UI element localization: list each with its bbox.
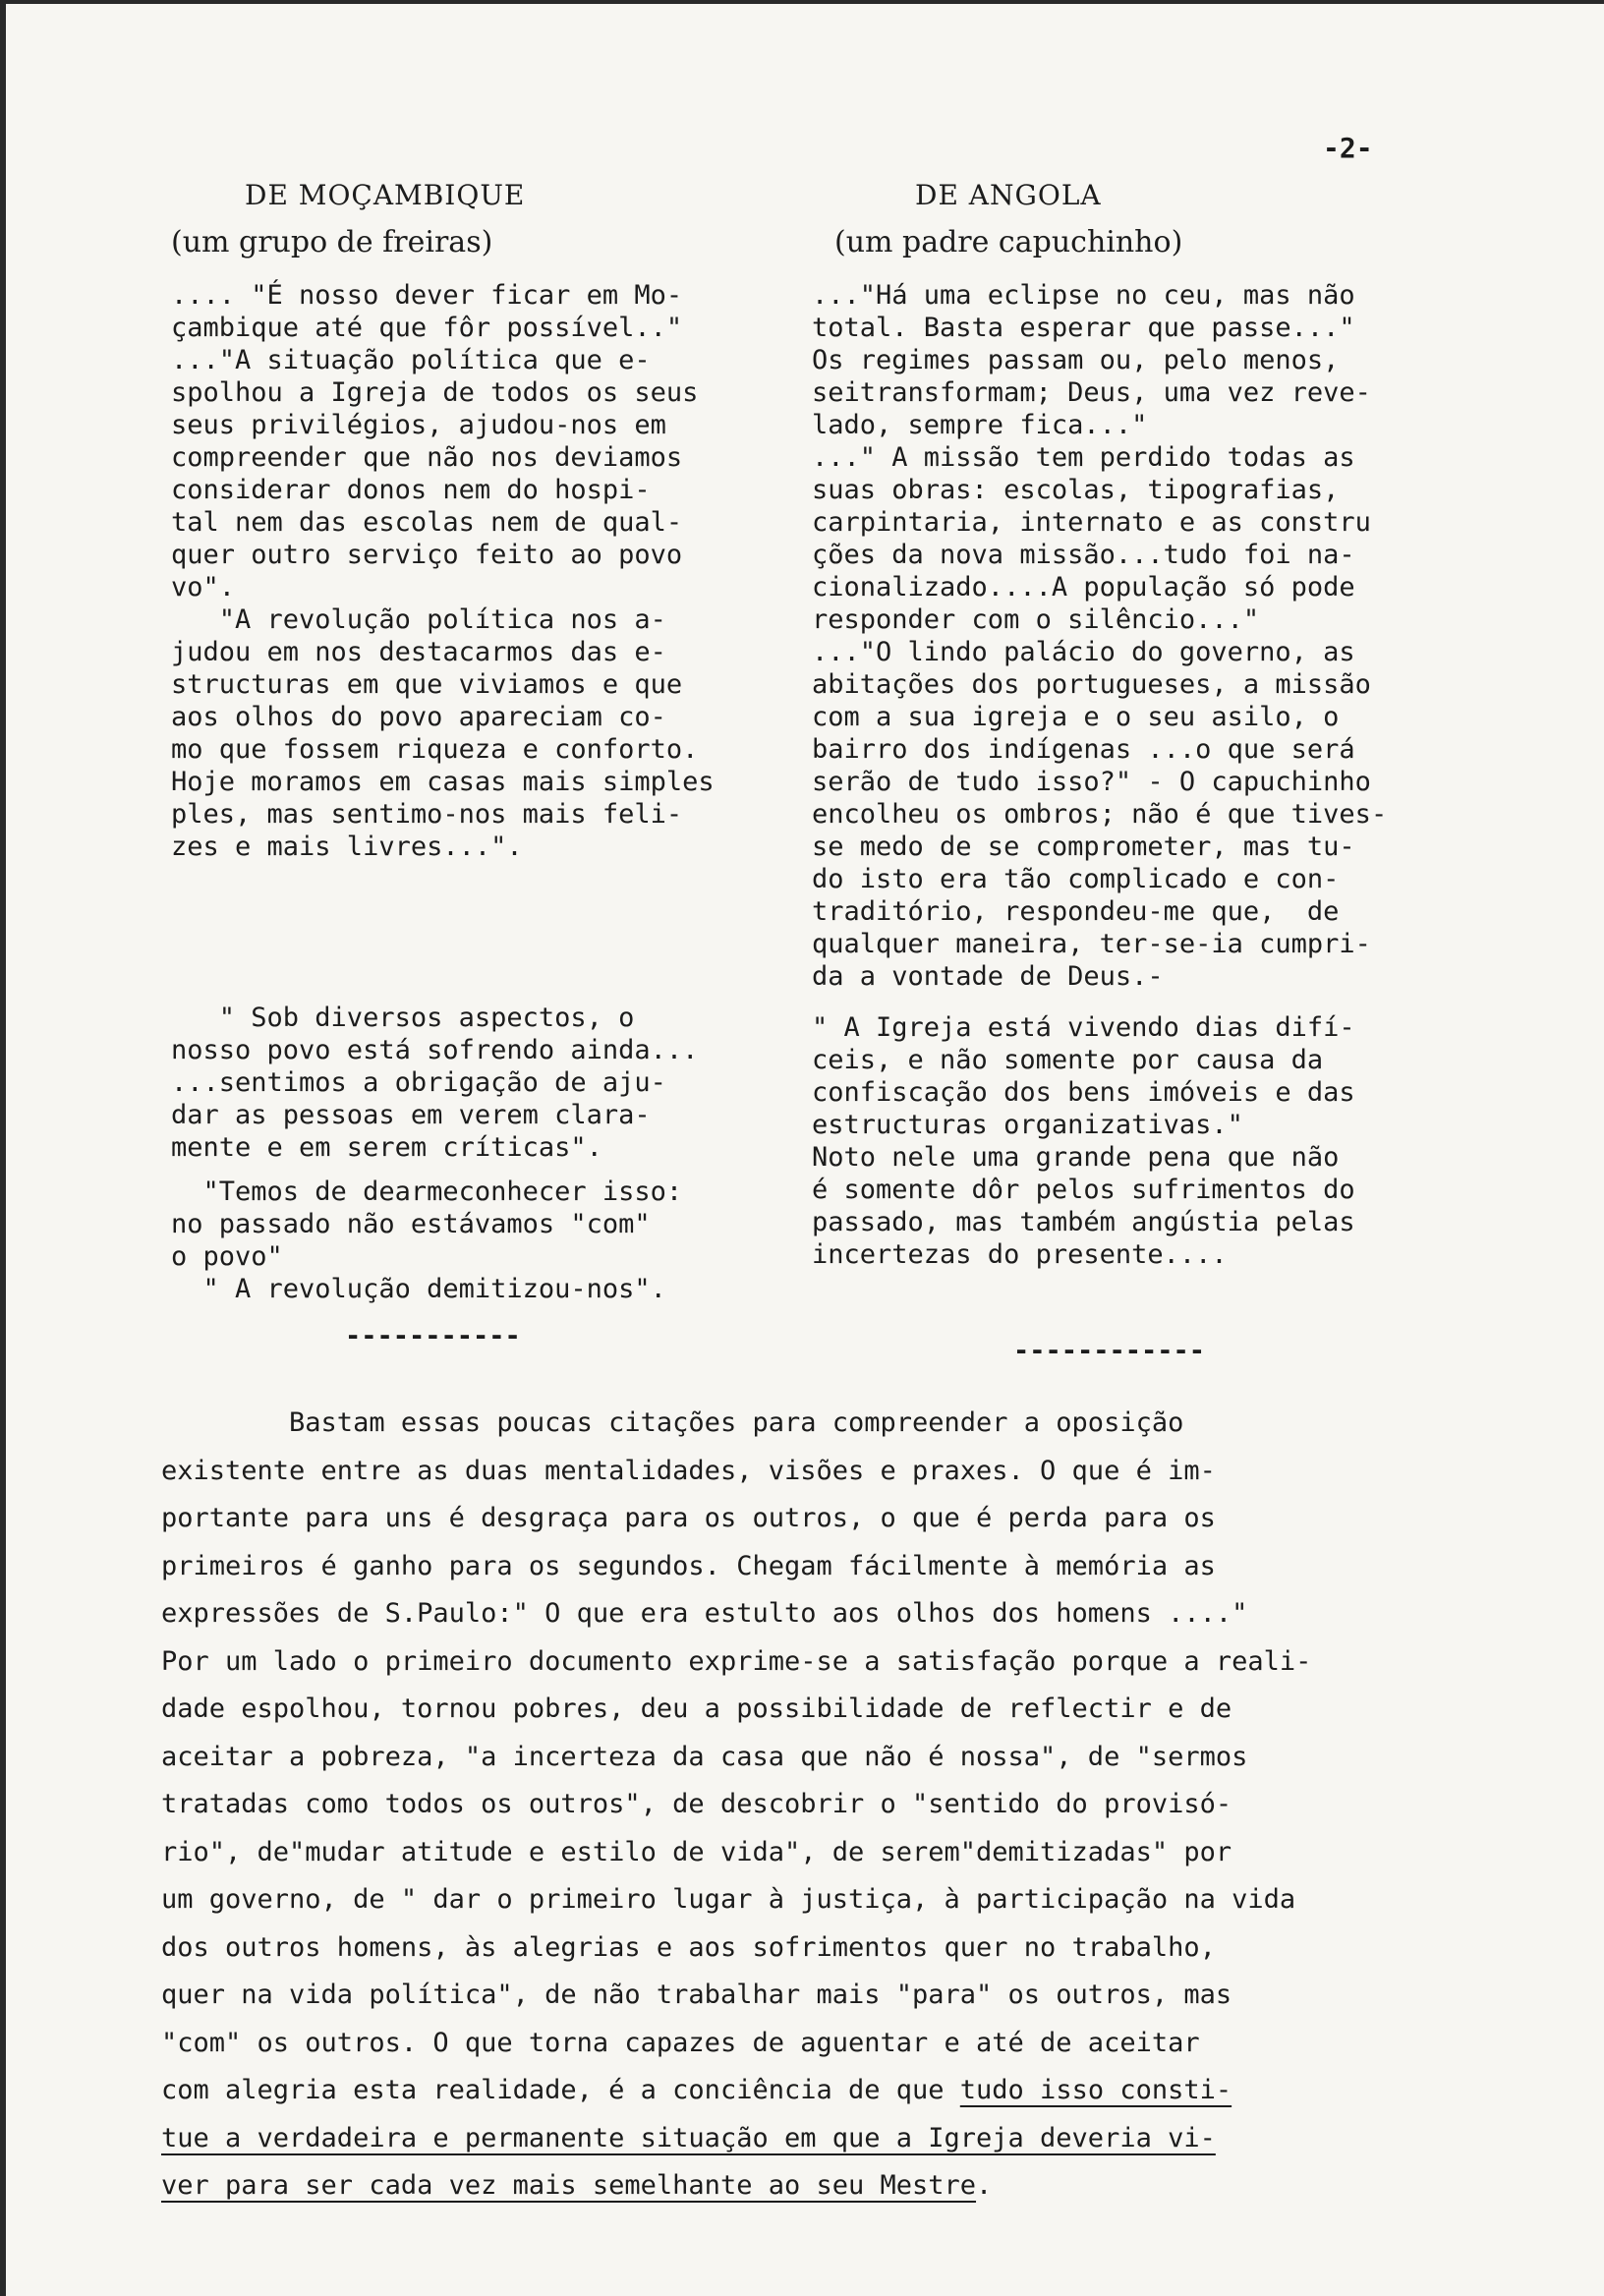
- text-line: serão de tudo isso?" - O capuchinho: [812, 767, 1371, 797]
- text-line: confiscação dos bens imóveis e das: [812, 1077, 1355, 1108]
- text-line: mente e em serem críticas".: [171, 1132, 602, 1163]
- text-line: dar as pessoas em verem clara-: [171, 1100, 651, 1130]
- text-line: Por um lado o primeiro documento exprime-se a satisfação porque a reali-: [161, 1645, 1312, 1677]
- left-column-block-1: [171, 279, 715, 863]
- text-line: [161, 2162, 1498, 2210]
- text-line: carpintaria, internato e as constru: [812, 507, 1371, 538]
- text-line: Hoje moramos em casas mais simples: [171, 767, 715, 797]
- text-line: lado, sempre fica...": [812, 410, 1148, 440]
- body-paragraph: [161, 1400, 1498, 2210]
- text-line: suas obras: escolas, tipografias,: [812, 475, 1340, 505]
- text-line: incertezas do presente....: [812, 1239, 1228, 1270]
- text-line: abitações dos portugueses, a missão: [812, 669, 1371, 700]
- text-line: com a sua igreja e o seu asilo, o: [812, 702, 1340, 732]
- text-line: quer outro serviço feito ao povo: [171, 540, 683, 570]
- text-line: tal nem das escolas nem de qual-: [171, 507, 683, 538]
- text-line: " Sob diversos aspectos, o: [171, 1003, 635, 1033]
- text-line: " A Igreja está vivendo dias difí-: [812, 1012, 1355, 1043]
- text-line: ceis, e não somente por causa da: [812, 1045, 1324, 1075]
- left-column-heading: DE MOÇAMBIQUE: [245, 179, 526, 211]
- text-line: spolhou a Igreja de todos os seus: [171, 377, 699, 408]
- text-line: da a vontade de Deus.-: [812, 961, 1164, 992]
- right-column-heading: DE ANGOLA: [915, 179, 1102, 211]
- text-line: mo que fossem riqueza e conforto.: [171, 734, 699, 765]
- text-line: primeiros é ganho para os segundos. Chegam fácilmente à memória as: [161, 1550, 1216, 1581]
- right-column-separator: ------------: [1013, 1336, 1206, 1366]
- text-line: ..." A missão tem perdido todas as: [812, 442, 1355, 473]
- text-line: um governo, de " dar o primeiro lugar à justiça, à participação na vida: [161, 1884, 1296, 1915]
- left-column-block-2: [171, 1002, 698, 1164]
- text-line: rio", de"mudar atitude e estilo de vida", de serem"demitizadas" por: [161, 1836, 1232, 1867]
- text-line: nosso povo está sofrendo ainda...: [171, 1035, 699, 1065]
- text-line: "A revolução política nos a-: [171, 604, 666, 635]
- text-run: com alegria esta realidade, é a conciência de que: [161, 2075, 960, 2105]
- left-column-block-3: [171, 1176, 682, 1305]
- text-line: qualquer maneira, ter-se-ia cumpri-: [812, 929, 1371, 959]
- text-line: responder com o silêncio...": [812, 604, 1260, 635]
- text-line: judou em nos destacarmos das e-: [171, 637, 666, 667]
- text-line: existente entre as duas mentalidades, visões e praxes. O que é im-: [161, 1455, 1216, 1486]
- text-line: é somente dôr pelos sufrimentos do: [812, 1175, 1355, 1205]
- text-run: .: [976, 2170, 993, 2201]
- text-line: dade espolhou, tornou pobres, deu a possibilidade de reflectir e de: [161, 1693, 1232, 1724]
- text-line: [161, 2067, 1498, 2115]
- page-number: -2-: [1323, 132, 1373, 164]
- text-line: se medo de se comprometer, mas tu-: [812, 832, 1355, 862]
- text-line: zes e mais livres...".: [171, 832, 523, 862]
- text-line: .... "É nosso dever ficar em Mo-: [171, 280, 683, 311]
- text-line: structuras em que viviamos e que: [171, 669, 683, 700]
- text-line: [161, 2115, 1498, 2163]
- text-line: o povo": [171, 1241, 283, 1272]
- text-line: estructuras organizativas.": [812, 1110, 1243, 1140]
- text-line: cionalizado....A população só pode: [812, 572, 1355, 603]
- underlined-text: tue a verdadeira e permanente situação em que a Igreja deveria vi-: [161, 2122, 1216, 2153]
- text-line: "Temos de dearmeconhecer isso:: [171, 1177, 683, 1207]
- text-line: aos olhos do povo apareciam co-: [171, 702, 666, 732]
- right-column-block-2: [812, 1011, 1355, 1271]
- text-line: "com" os outros. O que torna capazes de aguentar e até de aceitar: [161, 2027, 1200, 2058]
- text-line: ...sentimos a obrigação de aju-: [171, 1067, 666, 1098]
- left-column-subheading: (um grupo de freiras): [171, 225, 493, 259]
- text-line: Os regimes passam ou, pelo menos,: [812, 345, 1340, 375]
- underlined-text: tudo isso consti-: [959, 2075, 1232, 2105]
- text-line: traditório, respondeu-me que, de: [812, 896, 1340, 927]
- text-line: vo".: [171, 572, 236, 603]
- text-line: expressões de S.Paulo:" O que era estulto aos olhos dos homens ....": [161, 1598, 1248, 1629]
- text-line: total. Basta esperar que passe...": [812, 313, 1355, 343]
- text-line: quer na vida política", de não trabalhar mais "para" os outros, mas: [161, 1980, 1232, 2010]
- text-line: ..."Há uma eclipse no ceu, mas não: [812, 280, 1355, 311]
- left-column-separator: -----------: [345, 1321, 521, 1351]
- text-line: seitransformam; Deus, uma vez reve-: [812, 377, 1371, 408]
- text-line: aceitar a pobreza, "a incerteza da casa que não é nossa", de "sermos: [161, 1741, 1248, 1772]
- right-column-subheading: (um padre capuchinho): [834, 225, 1183, 259]
- text-line: encolheu os ombros; não é que tives-: [812, 799, 1388, 830]
- text-line: ..."A situação política que e-: [171, 345, 651, 375]
- text-line: do isto era tão complicado e con-: [812, 864, 1340, 894]
- text-line: dos outros homens, às alegrias e aos sofrimentos quer no trabalho,: [161, 1931, 1216, 1963]
- right-column-block-1: [812, 279, 1387, 993]
- text-line: considerar donos nem do hospi-: [171, 475, 651, 505]
- text-line: no passado não estávamos "com": [171, 1209, 651, 1239]
- text-line: Bastam essas poucas citações para compreender a oposição: [161, 1407, 1184, 1438]
- text-line: bairro dos indígenas ...o que será: [812, 734, 1355, 765]
- text-line: passado, mas também angústia pelas: [812, 1207, 1355, 1237]
- text-line: portante para uns é desgraça para os outros, o que é perda para os: [161, 1503, 1216, 1533]
- text-line: ples, mas sentimo-nos mais feli-: [171, 799, 683, 830]
- text-line: compreender que não nos deviamos: [171, 442, 683, 473]
- text-line: ções da nova missão...tudo foi na-: [812, 540, 1355, 570]
- text-line: çambique até que fôr possível..": [171, 313, 683, 343]
- underlined-text: ver para ser cada vez mais semelhante ao seu Mestre: [161, 2170, 977, 2201]
- text-line: Noto nele uma grande pena que não: [812, 1142, 1340, 1173]
- text-line: seus privilégios, ajudou-nos em: [171, 410, 666, 440]
- text-line: tratadas como todos os outros", de descobrir o "sentido do provisó-: [161, 1789, 1232, 1819]
- text-line: ..."O lindo palácio do governo, as: [812, 637, 1355, 667]
- text-line: " A revolução demitizou-nos".: [171, 1274, 666, 1304]
